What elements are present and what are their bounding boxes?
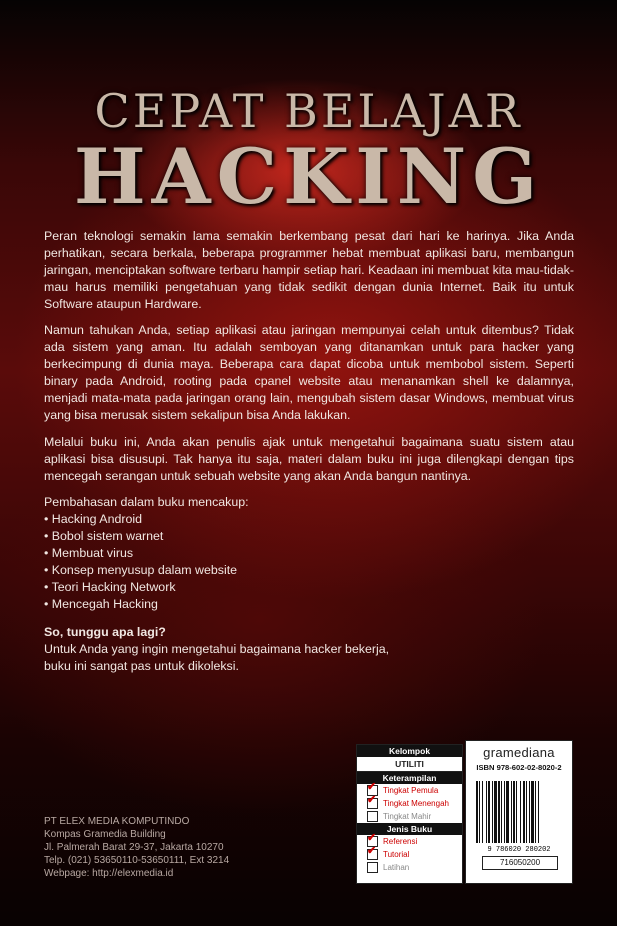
jenis-header: Jenis Buku [357, 823, 462, 835]
title-line-1: CEPAT BELAJAR [94, 84, 523, 138]
publisher-phone: Telp. (021) 53650110-53650111, Ext 3214 [44, 855, 230, 866]
level-row [357, 797, 462, 810]
level-label: Tingkat Mahir [383, 812, 432, 821]
barcode-bar [479, 781, 480, 843]
type-row [357, 848, 462, 861]
type-label: Referensi [383, 837, 418, 846]
category-box [356, 744, 463, 884]
contents-intro: Pembahasan dalam buku mencakup: [44, 495, 249, 509]
barcode-bar [523, 781, 525, 843]
checkbox-icon [367, 811, 378, 822]
list-item: • Mencegah Hacking [44, 596, 249, 613]
level-row [357, 810, 462, 823]
paragraph-3: Melalui buku ini, Anda akan penulis ajak untuk mengetahui bagaimana suatu sistem atau aplikasi bisa disusupi. Tak hanya itu saja, materi dalam buku ini juga dilengkapi dengan tips mencegah serangan untuk sebuah website yang akan Anda bangun nantinya. [44, 435, 574, 483]
publisher-address: Jl. Palmerah Barat 29-37, Jakarta 10270 [44, 842, 224, 853]
paragraph-2: Namun tahukan Anda, setiap aplikasi atau jaringan mempunyai celah untuk ditembus? Tidak ada sistem yang aman. Itu adalah semboyan yang ditanamkan untuk para hacker yang berkecimpung di dunia maya. Beberapa cara dapat dicoba untuk membobol sistem. Seperti binary pada Android, rooting pada cpanel website atau menanamkan shell ke dalamnya, menjadi mata-mata pada jaringan orang lain, mengubah sistem dasar Windows, membuat virus yang bisa merusak sistem sekalipun bisa Anda lakukan. [44, 323, 574, 422]
isbn-barcode-box [465, 740, 573, 884]
barcode-code: 716050200 [482, 856, 558, 870]
closing-line-1: Untuk Anda yang ingin mengetahui bagaimana hacker bekerja, [44, 642, 390, 656]
gramediana-logo: gramediana [483, 745, 555, 760]
publisher-web: Webpage: http://elexmedia.id [44, 868, 174, 879]
type-row [357, 861, 462, 874]
barcode-bar [498, 781, 500, 843]
paragraph-1: Peran teknologi semakin lama semakin berkembang pesat dari hari ke harinya. Jika Anda perhatikan, secara berkala, beberapa programmer hebat membuat aplikasi baru, membangun jaringan, menciptakan software terbaru hampir setiap hari. Keadaan ini membuat kita mau-tidak-mau harus memiliki pengetahuan yang tidak sedikit dengan dunia Internet. Baik itu untuk Software ataupun Hardware. [44, 229, 574, 311]
keterampilan-header: Keterampilan [357, 772, 462, 784]
barcode-bar [535, 781, 536, 843]
level-label: Tingkat Menengah [383, 799, 449, 808]
list-item: • Membuat virus [44, 545, 249, 562]
list-item: • Konsep menyusup dalam website [44, 562, 249, 579]
closing-line-2: buku ini sangat pas untuk dikoleksi. [44, 659, 239, 673]
barcode-bar [501, 781, 502, 843]
barcode-bar [513, 781, 515, 843]
barcode-bar [529, 781, 530, 843]
barcode-bar [526, 781, 527, 843]
barcode-bar [494, 781, 497, 843]
barcode-bar [482, 781, 483, 843]
publisher-info [44, 815, 229, 880]
barcode-bar [516, 781, 517, 843]
type-label: Latihan [383, 863, 410, 872]
list-item: • Bobol sistem warnet [44, 528, 249, 545]
barcode-bar [488, 781, 490, 843]
barcode-bar [531, 781, 534, 843]
publisher-building: Kompas Gramedia Building [44, 829, 166, 840]
barcode-bar [486, 781, 487, 843]
list-item: • Hacking Android [44, 511, 249, 528]
barcode-digits: 9 786020 280202 [487, 846, 551, 853]
checkbox-icon [367, 798, 378, 809]
publisher-name: PT ELEX MEDIA KOMPUTINDO [44, 816, 190, 827]
level-label: Tingkat Pemula [383, 786, 439, 795]
barcode-bar [538, 781, 539, 843]
contents-list [44, 494, 249, 613]
closing-question: So, tunggu apa lagi? [44, 625, 166, 639]
barcode-bar [476, 781, 478, 843]
barcode-bar [492, 781, 493, 843]
barcode-bar [520, 781, 521, 843]
title-line-2: HACKING [73, 132, 544, 221]
closing-text [44, 624, 389, 675]
barcode-bar [511, 781, 512, 843]
barcode-icon [474, 781, 564, 853]
checkbox-icon [367, 862, 378, 873]
list-item: • Teori Hacking Network [44, 579, 249, 596]
isbn-number: ISBN 978-602-02-8020-2 [476, 763, 562, 772]
checkbox-icon [367, 849, 378, 860]
barcode-bar [504, 781, 505, 843]
type-label: Tutorial [383, 850, 410, 859]
kelompok-header: Kelompok [357, 745, 462, 757]
barcode-bar [506, 781, 509, 843]
kelompok-value: UTILITI [357, 757, 462, 772]
